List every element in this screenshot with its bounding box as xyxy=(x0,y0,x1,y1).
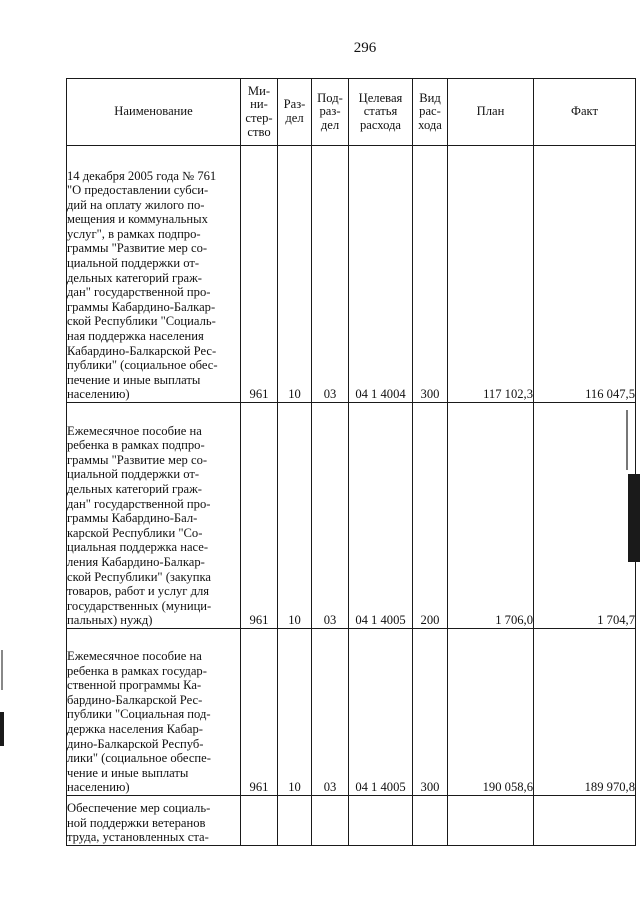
section-cell: 10 xyxy=(278,146,312,403)
scan-artifact xyxy=(1,650,3,690)
ministry-cell: 961 xyxy=(241,146,278,403)
row-name-cell: Обеспечение мер социаль- ной поддержки ветеранов труда, установленных ста- xyxy=(67,796,241,846)
target-cell xyxy=(349,796,413,846)
subsection-cell xyxy=(312,796,349,846)
plan-cell: 1 706,0 xyxy=(448,403,534,629)
header-plan: План xyxy=(448,79,534,146)
fact-cell: 189 970,8 xyxy=(534,629,636,796)
section-cell xyxy=(278,796,312,846)
page-number: 296 xyxy=(353,40,377,56)
scan-artifact xyxy=(0,712,4,746)
header-subsection: Под- раз- дел xyxy=(312,79,349,146)
table-header-row xyxy=(67,79,636,146)
table-row xyxy=(67,403,636,629)
subsection-cell: 03 xyxy=(312,146,349,403)
scan-artifact xyxy=(626,410,628,470)
type-cell: 300 xyxy=(413,629,448,796)
row-name-cell: Ежемесячное пособие на ребенка в рамках государ- ственной программы Ка- бардино-Балкарской Рес- публики "Социальная под- держка населения Кабар- дино-Балкарской Респуб- лики" (социальное обеспе- чение и иные выплаты населению) xyxy=(67,629,241,796)
subsection-cell: 03 xyxy=(312,629,349,796)
type-cell: 300 xyxy=(413,146,448,403)
row-name-cell: Ежемесячное пособие на ребенка в рамках подпро- граммы "Развитие мер со- циальной поддержки от- дельных категорий граж- дан" государственной про- граммы Кабардино-Бал- карской Республики "Со- циальная поддержка насе- ления Кабардино-Балкар- ской Республики" (закупка товаров, работ и услуг для государственных (муници- пальных) нужд) xyxy=(67,403,241,629)
plan-cell: 117 102,3 xyxy=(448,146,534,403)
subsection-cell: 03 xyxy=(312,403,349,629)
row-name-cell: 14 декабря 2005 года № 761 "О предоставлении субси- дий на оплату жилого по- мещения и коммунальных услуг", в рамках подпро- граммы "Развитие мер со- циальной поддержки от- дельных категорий граж- дан" государственной про- граммы Кабардино-Балкар- ской Республики "Социаль- ная поддержка населения Кабардино-Балкарской Рес- публики" (социальное обес- печение и иные выплаты населению) xyxy=(67,146,241,403)
target-cell: 04 1 4005 xyxy=(349,629,413,796)
budget-table xyxy=(66,78,636,846)
table-row xyxy=(67,629,636,796)
section-cell: 10 xyxy=(278,629,312,796)
header-target: Целевая статья расхода xyxy=(349,79,413,146)
fact-cell: 116 047,5 xyxy=(534,146,636,403)
table-row xyxy=(67,146,636,403)
header-fact: Факт xyxy=(534,79,636,146)
header-name: Наименование xyxy=(67,79,241,146)
header-ministry: Ми- ни- стер- ство xyxy=(241,79,278,146)
type-cell: 200 xyxy=(413,403,448,629)
header-type: Вид рас- хода xyxy=(413,79,448,146)
ministry-cell xyxy=(241,796,278,846)
fact-cell: 1 704,7 xyxy=(534,403,636,629)
ministry-cell: 961 xyxy=(241,403,278,629)
scan-artifact xyxy=(628,474,640,562)
ministry-cell: 961 xyxy=(241,629,278,796)
header-section: Раз- дел xyxy=(278,79,312,146)
fact-cell xyxy=(534,796,636,846)
plan-cell: 190 058,6 xyxy=(448,629,534,796)
plan-cell xyxy=(448,796,534,846)
target-cell: 04 1 4005 xyxy=(349,403,413,629)
section-cell: 10 xyxy=(278,403,312,629)
type-cell xyxy=(413,796,448,846)
table-row xyxy=(67,796,636,846)
target-cell: 04 1 4004 xyxy=(349,146,413,403)
